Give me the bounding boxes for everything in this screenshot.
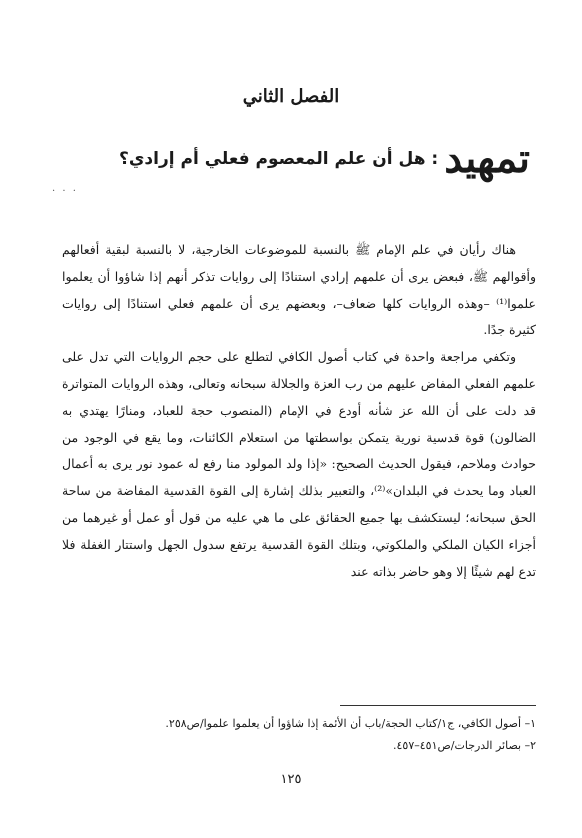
heading-tamheed-word: تمهيد bbox=[444, 135, 530, 182]
margin-mark: . . . bbox=[52, 183, 78, 194]
paragraph-2: وتكفي مراجعة واحدة في كتاب أصول الكافي لتطلع على حجم الروايات التي تدل على علمهم الفعلي المفاض عليهم من رب العزة والجلالة سبحانه وتعالى، وهذه الروايات المتواترة قد دلت على أن الله عز شأنه أودع في الإمام (المنصوب حجة للعباد، ومنارًا يهتدي به الضالون) قوة قدسية نورية يتمكن بواسطتها من استعلام الكائنات، وما يقع في الوجود من حوادث وملاحم، فيقول الحديث الصحيح: «إذا ولد المولود منا رفع له عمود نور يرى به أعمال العباد وما يحدث في البلدان»⁽²⁾، والتعبير بذلك إشارة إلى القوة القدسية المفاضة من ساحة الحق سبحانه؛ ليستكشف بها جميع الحقائق على ما هي عليه من قول أو عمل أو غيرهما من أجزاء الكيان الملكي والملكوتي، وبتلك القوة القدسية يرتفع سدول الجهل واستتار الغفلة فلا تدع لهم شيئًا إلا وهو حاضر بذاته عند bbox=[62, 349, 536, 579]
body-text bbox=[62, 237, 536, 585]
footnote-divider bbox=[340, 705, 536, 706]
footnote-2: ٢– بصائر الدرجات/ص٤٥١–٤٥٧. bbox=[393, 739, 536, 752]
footnote-1: ١– أصول الكافي، ج١/كتاب الحجة/باب أن الأئمة إذا شاؤوا أن يعلموا علموا/ص٢٥٨. bbox=[165, 717, 536, 730]
paragraph-1: هناك رأيان في علم الإمام ﷺ بالنسبة للموضوعات الخارجية، لا بالنسبة لبقية أفعالهم وأقوالهم ﷺ، فبعض يرى أن علمهم إرادي استنادًا إلى روايات تذكر أنهم إذا شاؤوا أن يعلموا علموا⁽¹⁾ –وهذه الروايات كلها ضعاف–، وبعضهم يرى أن علمهم فعلي استنادًا إلى روايات كثيرة جدًا. bbox=[62, 242, 536, 338]
footnotes bbox=[62, 713, 536, 757]
heading-question: : هل أن علم المعصوم فعلي أم إرادي؟ bbox=[118, 149, 439, 169]
chapter-title: الفصل الثاني bbox=[242, 86, 340, 107]
section-heading bbox=[60, 128, 530, 190]
page-number: ١٢٥ bbox=[280, 772, 302, 787]
